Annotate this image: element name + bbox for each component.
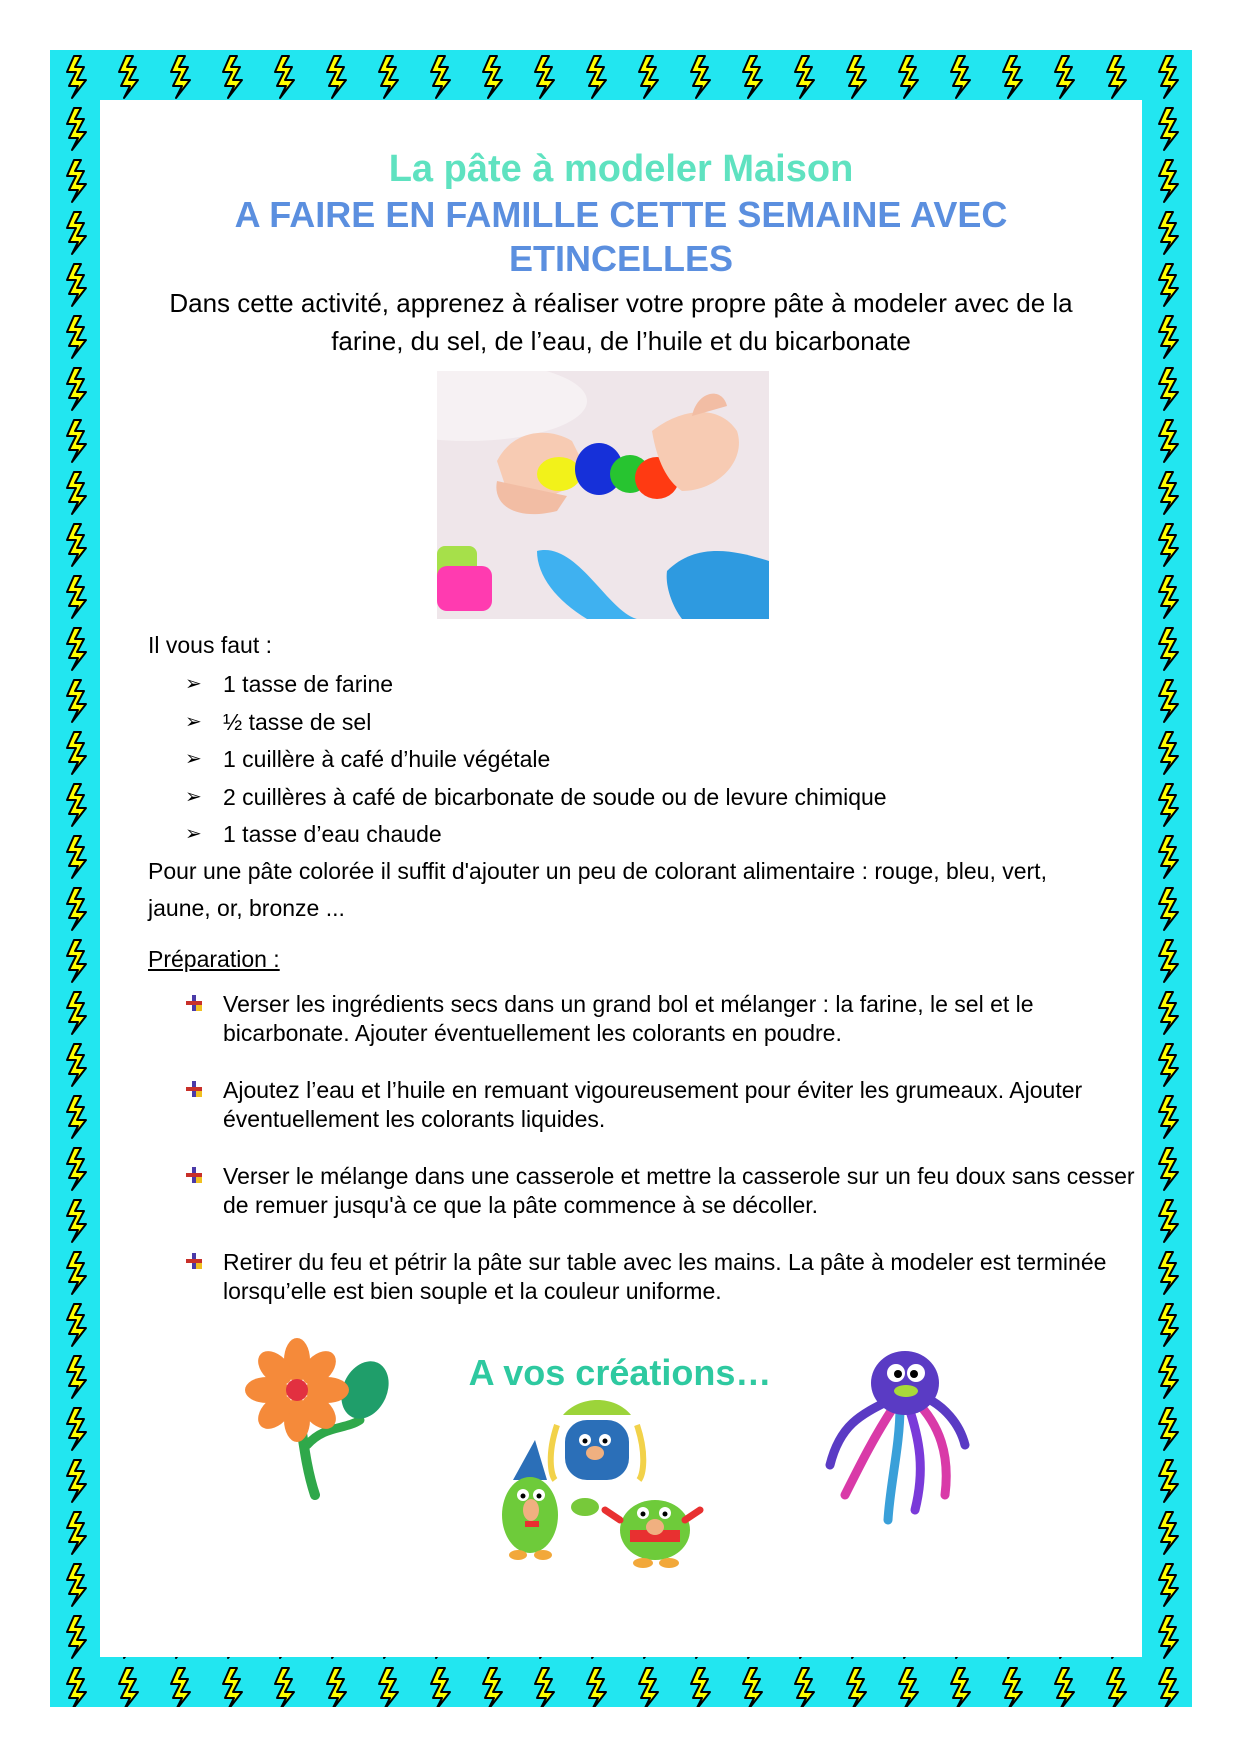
arrow-bullet-icon: ➢ bbox=[185, 785, 202, 808]
list-item: ➢ ½ tasse de sel bbox=[185, 704, 887, 742]
preparation-step: Ajoutez l’eau et l’huile en remuant vigoureusement pour éviter les grumeaux. Ajouter éventuellement les colorants liquides. bbox=[185, 1076, 1143, 1134]
page-title: La pâte à modeler Maison bbox=[388, 148, 854, 190]
preparation-step: Verser les ingrédients secs dans un grand bol et mélanger : la farine, le sel et le bicarbonate. Ajouter éventuellement les colorants en poudre. bbox=[185, 990, 1143, 1048]
list-item: ➢ 1 cuillère à café d’huile végétale bbox=[185, 741, 887, 779]
list-item: ➢ 2 cuillères à café de bicarbonate de soude ou de levure chimique bbox=[185, 779, 887, 817]
arrow-bullet-icon: ➢ bbox=[185, 748, 202, 770]
plus-bullet-icon bbox=[185, 1166, 203, 1184]
color-tip-text: Pour une pâte colorée il suffit d'ajouter un peu de colorant alimentaire : rouge, bleu, vert, jaune, or, bronze ... bbox=[148, 858, 1047, 921]
arrow-bullet-icon: ➢ bbox=[185, 673, 202, 695]
plus-bullet-icon bbox=[185, 1252, 203, 1270]
list-item: ➢ 1 tasse de farine bbox=[185, 666, 887, 704]
list-item: ➢ 1 tasse d’eau chaude bbox=[185, 816, 887, 854]
clay-flower-illustration bbox=[245, 1335, 395, 1500]
plus-bullet-icon bbox=[185, 1080, 203, 1098]
playdough-hands-photo bbox=[437, 371, 769, 619]
arrow-bullet-icon: ➢ bbox=[185, 710, 202, 733]
ingredients-list bbox=[185, 666, 887, 854]
intro-text: Dans cette activité, apprenez à réaliser votre propre pâte à modeler avec de la farine, du sel, de l’eau, de l’huile et du bicarbonate bbox=[169, 288, 1073, 356]
page-subtitle: A FAIRE EN FAMILLE CETTE SEMAINE AVEC ETINCELLES bbox=[234, 194, 1008, 279]
ingredients-label: Il vous faut : bbox=[148, 632, 273, 658]
clay-octopus-illustration bbox=[820, 1345, 970, 1530]
creations-heading: A vos créations… bbox=[468, 1352, 772, 1393]
clay-creatures-illustration bbox=[485, 1395, 725, 1605]
arrow-bullet-icon: ➢ bbox=[185, 823, 202, 845]
preparation-label: Préparation : bbox=[148, 946, 280, 972]
preparation-step: Verser le mélange dans une casserole et mettre la casserole sur un feu doux sans cesser de remuer jusqu'à ce que la pâte commence à se décoller. bbox=[185, 1162, 1143, 1220]
preparation-step: Retirer du feu et pétrir la pâte sur table avec les mains. La pâte à modeler est terminée lorsqu’elle est bien souple et la couleur uniforme. bbox=[185, 1248, 1143, 1306]
plus-bullet-icon bbox=[185, 994, 203, 1012]
